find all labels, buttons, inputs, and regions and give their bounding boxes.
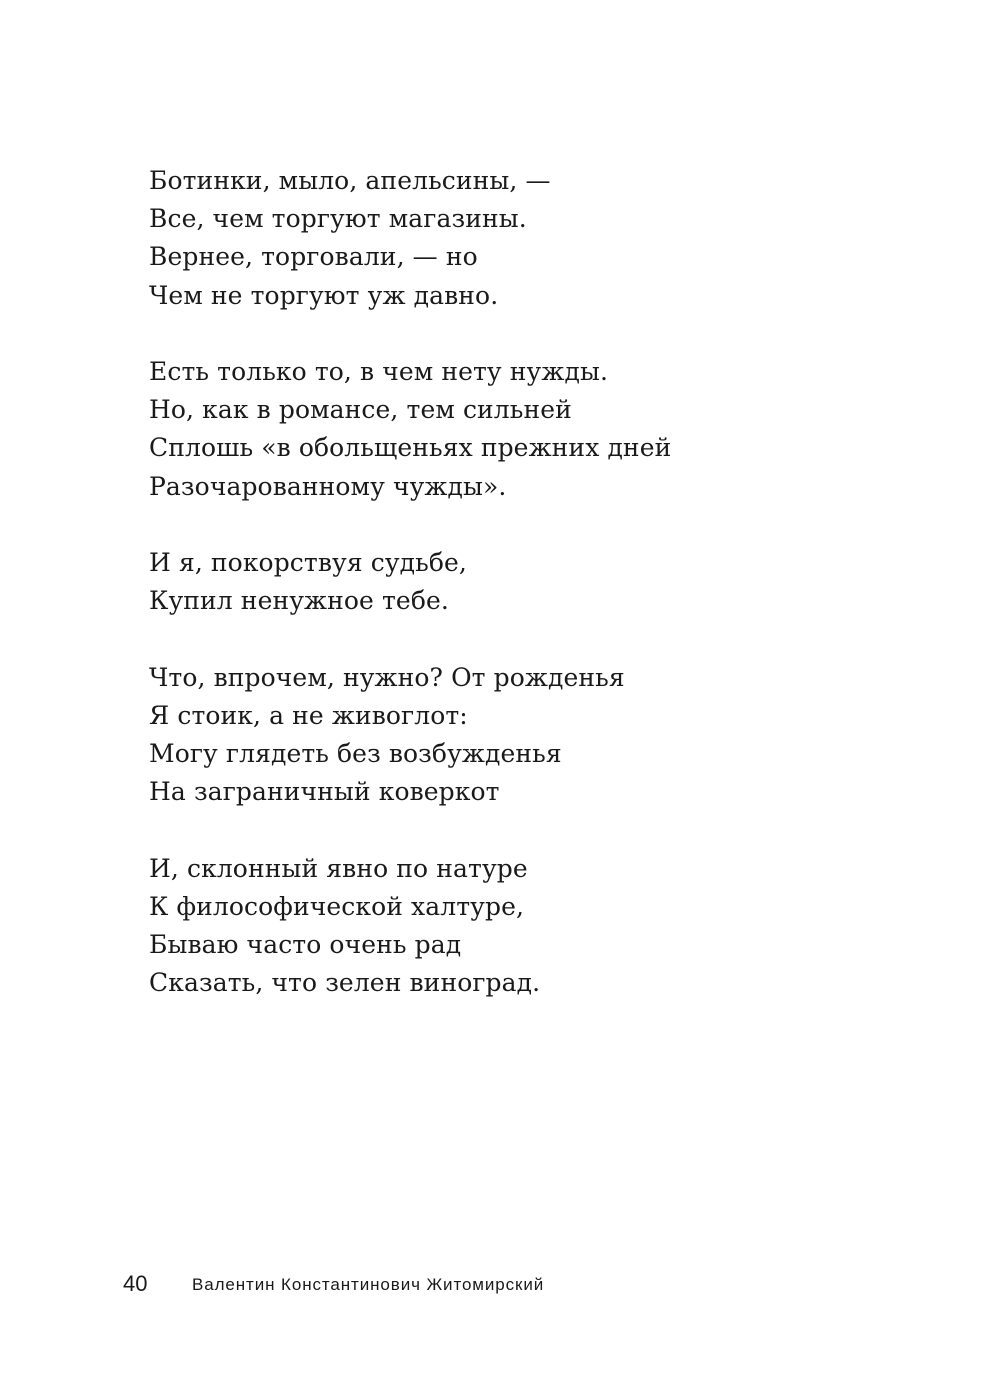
poem-line: Вернее, торговали, — но <box>149 242 478 272</box>
poem-line: Ботинки, мыло, апельсины, — <box>149 166 551 195</box>
stanza-1 <box>149 162 929 315</box>
poem-line: Купил ненужное тебе. <box>149 586 449 616</box>
poem-line: Все, чем торгуют магазины. <box>149 204 527 234</box>
poem-line: Есть только то, в чем нету нужды. <box>149 357 609 386</box>
stanza-4 <box>149 659 929 812</box>
poem-line: Но, как в романсе, тем сильней <box>149 395 572 425</box>
poem-line: Сплошь «в обольщеньях прежних дней <box>149 433 672 463</box>
stanza-5 <box>149 850 929 1003</box>
poem-line: Бываю часто очень рад <box>149 930 462 959</box>
poem-line: Чем не торгуют уж давно. <box>149 280 499 310</box>
poem-line: К философической халтуре, <box>149 891 525 921</box>
poem-line: И я, покорствуя судьбе, <box>149 548 467 577</box>
poem-line: На заграничный коверкот <box>149 777 500 807</box>
page-footer <box>0 1272 1000 1296</box>
page-number: 40 <box>123 1271 148 1296</box>
poem-line: Что, впрочем, нужно? От рожденья <box>149 662 625 692</box>
poem-body <box>149 162 929 1041</box>
stanza-3 <box>149 544 929 620</box>
poem-line: Я стоик, а не живоглот: <box>149 700 468 730</box>
running-author: Валентин Константинович Житомирский <box>192 1275 545 1294</box>
poem-line: Могу глядеть без возбужденья <box>149 739 562 768</box>
poem-line: И, склонный явно по натуре <box>149 853 528 883</box>
poem-line: Сказать, что зелен виноград. <box>149 968 541 998</box>
poem-line: Разочарованному чужды». <box>149 471 507 501</box>
stanza-2 <box>149 353 929 506</box>
